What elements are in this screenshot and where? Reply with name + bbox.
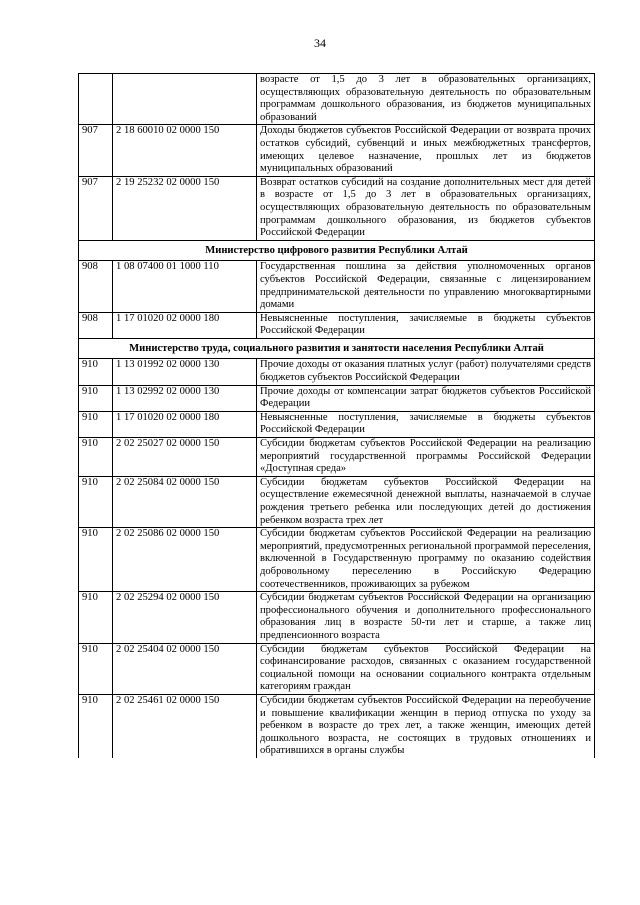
budget-classification-code-cell: 1 17 01020 02 0000 180 bbox=[113, 411, 257, 437]
budget-classification-code-cell: 1 08 07400 01 1000 110 bbox=[113, 261, 257, 312]
table-row bbox=[79, 74, 595, 125]
budget-classification-code-cell: 1 13 01992 02 0000 130 bbox=[113, 359, 257, 385]
table-row bbox=[79, 528, 595, 592]
budget-classification-code-cell: 2 02 25404 02 0000 150 bbox=[113, 643, 257, 694]
admin-code-cell: 910 bbox=[79, 411, 113, 437]
revenue-name-cell: Доходы бюджетов субъектов Российской Федерации от возврата прочих остатков субсидий, субвенций и иных межбюджетных трансфертов, имеющих целевое назначение, прошлых лет из бюджетов муниципальных образований bbox=[257, 125, 595, 176]
revenue-name-cell: Прочие доходы от оказания платных услуг (работ) получателями средств бюджетов субъектов Российской Федерации bbox=[257, 359, 595, 385]
admin-code-cell: 907 bbox=[79, 125, 113, 176]
section-header-row bbox=[79, 240, 595, 261]
budget-classification-code-cell: 2 02 25027 02 0000 150 bbox=[113, 438, 257, 477]
budget-classification-code-cell: 2 02 25461 02 0000 150 bbox=[113, 694, 257, 757]
admin-code-cell bbox=[79, 74, 113, 125]
admin-code-cell: 907 bbox=[79, 176, 113, 240]
table-row bbox=[79, 592, 595, 643]
revenue-name-cell: Невыясненные поступления, зачисляемые в бюджеты субъектов Российской Федерации bbox=[257, 411, 595, 437]
table-row bbox=[79, 312, 595, 338]
table-row bbox=[79, 125, 595, 176]
admin-code-cell: 910 bbox=[79, 438, 113, 477]
revenue-name-cell: возрасте от 1,5 до 3 лет в образовательных организациях, осуществляющих образовательную деятельность по образовательным программам дошкольного образования, из бюджетов муниципальных образований bbox=[257, 74, 595, 125]
revenue-name-cell: Субсидии бюджетам субъектов Российской Федерации на переобучение и повышение квалификации женщин в период отпуска по уходу за ребенком в возрасте до трех лет, а также женщин, имеющих детей дошкольного возраста, не состоящих в трудовых отношениях и обратившихся в органы службы bbox=[257, 694, 595, 757]
budget-classification-code-cell: 2 02 25086 02 0000 150 bbox=[113, 528, 257, 592]
admin-code-cell: 910 bbox=[79, 643, 113, 694]
table-row bbox=[79, 694, 595, 757]
table-row bbox=[79, 411, 595, 437]
revenue-name-cell: Прочие доходы от компенсации затрат бюджетов субъектов Российской Федерации bbox=[257, 385, 595, 411]
table-body bbox=[79, 74, 595, 758]
admin-code-cell: 910 bbox=[79, 359, 113, 385]
revenue-name-cell: Государственная пошлина за действия уполномоченных органов субъектов Российской Федерации, связанные с лицензированием предпринимательской деятельности по управлению многоквартирными домами bbox=[257, 261, 595, 312]
section-title: Министерство цифрового развития Республики Алтай bbox=[79, 240, 595, 261]
table-row bbox=[79, 385, 595, 411]
admin-code-cell: 910 bbox=[79, 528, 113, 592]
table-row bbox=[79, 359, 595, 385]
page-number: 34 bbox=[314, 36, 326, 50]
admin-code-cell: 910 bbox=[79, 476, 113, 527]
revenue-name-cell: Субсидии бюджетам субъектов Российской Федерации на реализацию мероприятий государственной программы Российской Федерации «Доступная среда» bbox=[257, 438, 595, 477]
table-row bbox=[79, 476, 595, 527]
admin-code-cell: 910 bbox=[79, 592, 113, 643]
admin-code-cell: 910 bbox=[79, 694, 113, 757]
admin-code-cell: 910 bbox=[79, 385, 113, 411]
section-title: Министерство труда, социального развития и занятости населения Республики Алтай bbox=[79, 338, 595, 359]
revenue-name-cell: Субсидии бюджетам субъектов Российской Федерации на осуществление ежемесячной денежной выплаты, назначаемой в случае рождения третьего ребенка или последующих детей до достижения ребенком возраста трех лет bbox=[257, 476, 595, 527]
budget-revenue-table bbox=[78, 73, 595, 758]
budget-classification-code-cell: 2 02 25084 02 0000 150 bbox=[113, 476, 257, 527]
budget-classification-code-cell: 2 19 25232 02 0000 150 bbox=[113, 176, 257, 240]
budget-classification-code-cell: 2 18 60010 02 0000 150 bbox=[113, 125, 257, 176]
revenue-name-cell: Субсидии бюджетам субъектов Российской Федерации на организацию профессионального обучения и дополнительного профессионального образования лиц в возрасте 50-ти лет и старше, а также лиц предпенсионного возраста bbox=[257, 592, 595, 643]
revenue-name-cell: Невыясненные поступления, зачисляемые в бюджеты субъектов Российской Федерации bbox=[257, 312, 595, 338]
revenue-name-cell: Возврат остатков субсидий на создание дополнительных мест для детей в возрасте от 1,5 до 3 лет в образовательных организациях, осуществляющих образовательную деятельность по образовательным программам дошкольного образования, из бюджетов субъектов Российской Федерации bbox=[257, 176, 595, 240]
table-row bbox=[79, 176, 595, 240]
budget-classification-code-cell: 1 17 01020 02 0000 180 bbox=[113, 312, 257, 338]
budget-classification-code-cell: 2 02 25294 02 0000 150 bbox=[113, 592, 257, 643]
table-row bbox=[79, 643, 595, 694]
admin-code-cell: 908 bbox=[79, 312, 113, 338]
section-header-row bbox=[79, 338, 595, 359]
budget-classification-code-cell bbox=[113, 74, 257, 125]
revenue-name-cell: Субсидии бюджетам субъектов Российской Федерации на софинансирование расходов, связанных с оказанием государственной социальной помощи на основании социального контракта отдельным категориям граждан bbox=[257, 643, 595, 694]
revenue-name-cell: Субсидии бюджетам субъектов Российской Федерации на реализацию мероприятий, предусмотренных региональной программой переселения, включенной в Государственную программу по оказанию содействия добровольному переселению в Российскую Федерацию соотечественников, проживающих за рубежом bbox=[257, 528, 595, 592]
table-row bbox=[79, 438, 595, 477]
admin-code-cell: 908 bbox=[79, 261, 113, 312]
budget-classification-code-cell: 1 13 02992 02 0000 130 bbox=[113, 385, 257, 411]
table-row bbox=[79, 261, 595, 312]
